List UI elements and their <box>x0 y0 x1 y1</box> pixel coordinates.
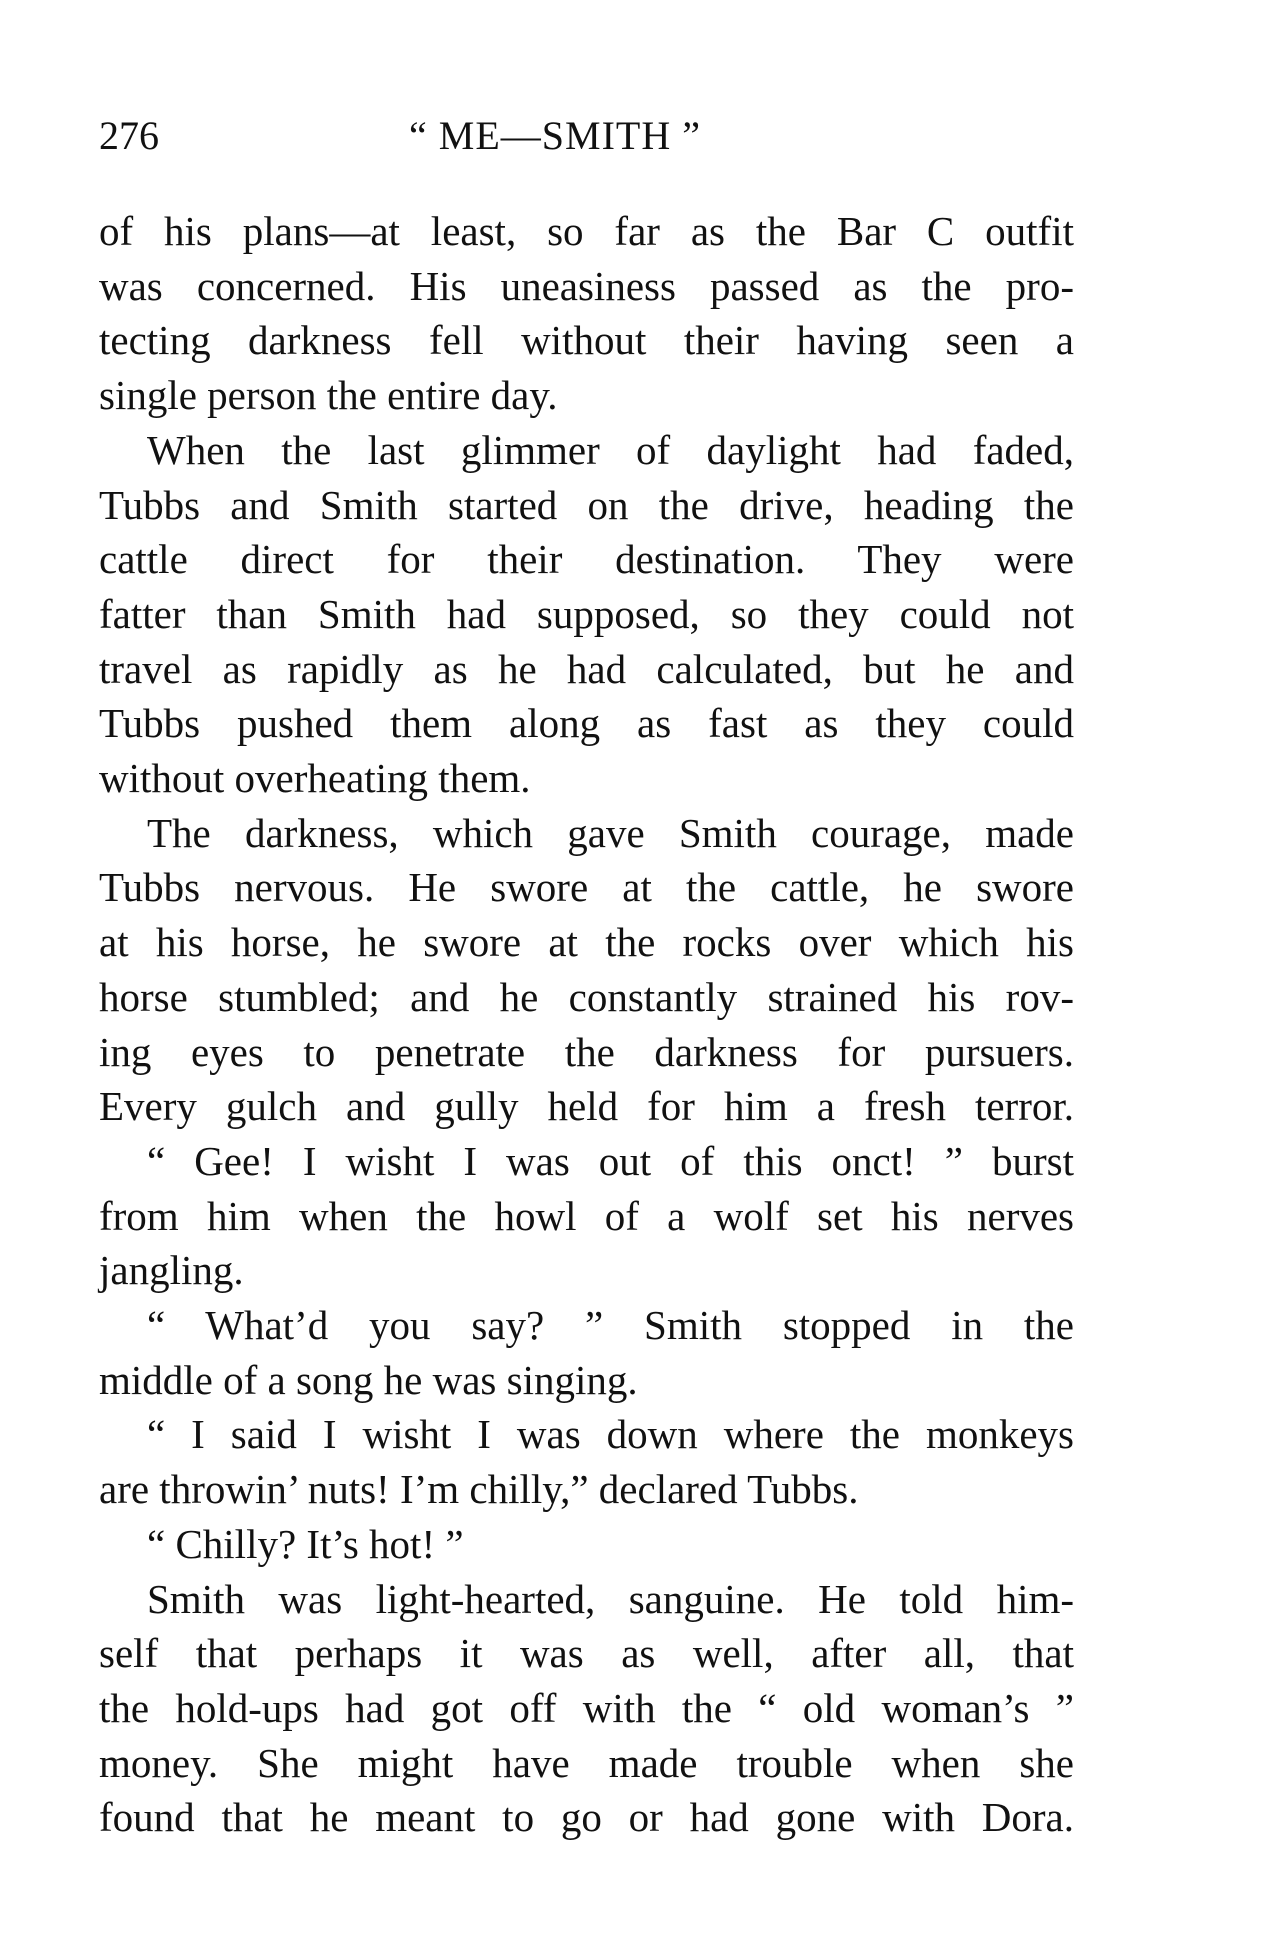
chapter-title: “ ME—SMITH ” <box>409 113 701 158</box>
text-line: of his plans—at least, so far as the Bar C outfit <box>99 208 1074 254</box>
text-line: self that perhaps it was as well, after all, that <box>99 1630 1074 1677</box>
text-line: Tubbs pushed them along as fast as they could <box>99 700 1074 747</box>
text-line: tecting darkness fell without their having seen a <box>99 317 1074 364</box>
text-line: at his horse, he swore at the rocks over which his <box>99 919 1074 966</box>
text-line: The darkness, which gave Smith courage, made <box>147 809 1074 856</box>
text-line: Smith was light-hearted, sanguine. He told him- <box>147 1575 1074 1622</box>
page-number: 276 <box>99 113 159 158</box>
text-line: ing eyes to penetrate the darkness for pursuers. <box>99 1028 1074 1075</box>
text-line: found that he meant to go or had gone with Dora. <box>99 1794 1074 1841</box>
text-line: fatter than Smith had supposed, so they could not <box>99 590 1074 637</box>
text-line: without overheating them. <box>99 755 531 802</box>
text-line: from him when the howl of a wolf set his nerves <box>99 1192 1074 1239</box>
text-line: “ Gee! I wisht I was out of this onct! ” burst <box>147 1137 1074 1184</box>
text-line: the hold-ups had got off with the “ old woman’s ” <box>99 1684 1074 1731</box>
text-line: “ What’d you say? ” Smith stopped in the <box>147 1302 1074 1349</box>
text-line: Tubbs and Smith started on the drive, heading the <box>99 481 1074 528</box>
body-text <box>99 204 1074 1845</box>
text-line: Every gulch and gully held for him a fresh terror. <box>99 1083 1074 1130</box>
text-line: horse stumbled; and he constantly strained his rov- <box>99 973 1074 1020</box>
text-line: When the last glimmer of daylight had faded, <box>147 426 1074 473</box>
text-line: single person the entire day. <box>99 372 558 419</box>
text-line: “ I said I wisht I was down where the monkeys <box>147 1411 1074 1458</box>
text-line: middle of a song he was singing. <box>99 1356 638 1403</box>
text-line: money. She might have made trouble when she <box>99 1739 1074 1786</box>
text-line: Tubbs nervous. He swore at the cattle, he swore <box>99 864 1074 911</box>
text-line: cattle direct for their destination. They were <box>99 536 1074 583</box>
text-line: jangling. <box>99 1247 244 1294</box>
running-head <box>99 108 1074 164</box>
text-line: was concerned. His uneasiness passed as the pro- <box>99 262 1074 309</box>
text-line: are throwin’ nuts! I’m chilly,” declared Tubbs. <box>99 1466 859 1513</box>
text-line: “ Chilly? It’s hot! ” <box>147 1520 464 1567</box>
text-line: travel as rapidly as he had calculated, but he and <box>99 645 1074 692</box>
